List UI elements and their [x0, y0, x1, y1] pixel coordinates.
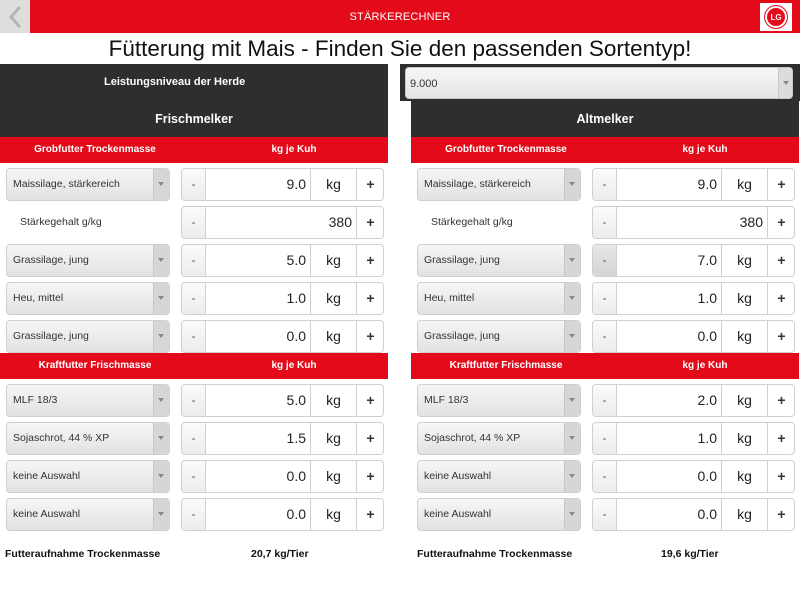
feed-select-value: Heu, mittel [13, 292, 64, 304]
top-bar [0, 0, 800, 33]
unit-label: kg [310, 423, 356, 454]
unit-label: kg [310, 499, 356, 530]
caret-down-icon [564, 169, 580, 200]
feed-select-value: Grassilage, jung [13, 254, 89, 266]
feed-select-value: Grassilage, jung [424, 254, 500, 266]
column-altmelker [411, 101, 799, 531]
feed-row [411, 315, 799, 353]
quantity-value[interactable]: 380 [328, 214, 352, 230]
unit-label: kg [310, 169, 356, 200]
increment-button[interactable]: + [767, 423, 795, 454]
feed-select-value: MLF 18/3 [13, 394, 58, 406]
quantity-value[interactable]: 1.0 [286, 290, 306, 306]
decrement-button[interactable]: - [593, 169, 617, 200]
feed-select-value: Heu, mittel [424, 292, 475, 304]
unit-label: kg [721, 461, 767, 492]
feed-row [411, 379, 799, 417]
feed-row [411, 201, 799, 239]
increment-button[interactable]: + [356, 321, 384, 352]
caret-down-icon [564, 245, 580, 276]
herd-level-value: 9.000 [410, 78, 438, 90]
quantity-value[interactable]: 0.0 [286, 468, 306, 484]
feed-select[interactable] [417, 498, 581, 531]
increment-button[interactable]: + [356, 207, 384, 238]
quantity-stepper[interactable] [181, 422, 384, 455]
increment-button[interactable]: + [356, 283, 384, 314]
feed-row [0, 277, 388, 315]
quantity-value[interactable]: 7.0 [697, 252, 717, 268]
feed-row [0, 239, 388, 277]
caret-down-icon [153, 499, 169, 530]
decrement-button[interactable]: - [182, 385, 206, 416]
feed-select[interactable] [417, 282, 581, 315]
quantity-value[interactable]: 5.0 [286, 252, 306, 268]
quantity-value[interactable]: 0.0 [697, 328, 717, 344]
unit-label: kg [721, 169, 767, 200]
concentrate-section-title: Kraftfutter Frischmasse [38, 360, 152, 371]
feed-select[interactable] [6, 168, 170, 201]
unit-label: kg [721, 245, 767, 276]
decrement-button[interactable]: - [182, 207, 206, 238]
feed-select[interactable] [6, 498, 170, 531]
quantity-value[interactable]: 0.0 [697, 468, 717, 484]
feed-select[interactable] [417, 384, 581, 417]
quantity-value[interactable]: 0.0 [697, 506, 717, 522]
quantity-stepper[interactable] [181, 384, 384, 417]
feed-select[interactable] [417, 422, 581, 455]
intake-value-altmelker: 19,6 kg/Tier [661, 548, 719, 560]
decrement-button[interactable]: - [182, 283, 206, 314]
quantity-stepper[interactable] [592, 206, 795, 239]
unit-label: kg [721, 423, 767, 454]
increment-button[interactable]: + [356, 423, 384, 454]
decrement-button[interactable]: - [593, 283, 617, 314]
unit-column-header: kg je Kuh [271, 144, 317, 155]
quantity-value[interactable]: 380 [739, 214, 763, 230]
herd-level-label: Leistungsniveau der Herde [0, 64, 388, 101]
feed-select-value: Grassilage, jung [13, 330, 89, 342]
intake-value-frischmelker: 20,7 kg/Tier [251, 548, 309, 560]
feed-select[interactable] [417, 168, 581, 201]
increment-button[interactable]: + [767, 169, 795, 200]
roughage-section-header [0, 137, 388, 163]
roughage-section-title: Grobfutter Trockenmasse [34, 144, 156, 155]
quantity-stepper[interactable] [592, 320, 795, 353]
unit-label: kg [310, 283, 356, 314]
caret-down-icon [564, 423, 580, 454]
unit-label: kg [310, 321, 356, 352]
decrement-button[interactable]: - [182, 321, 206, 352]
quantity-stepper[interactable] [592, 422, 795, 455]
starch-content-label: Stärkegehalt g/kg [20, 216, 102, 228]
feed-select[interactable] [6, 320, 170, 353]
quantity-stepper[interactable] [592, 168, 795, 201]
increment-button[interactable]: + [767, 283, 795, 314]
unit-label: kg [310, 385, 356, 416]
feed-row [411, 417, 799, 455]
feed-row [0, 493, 388, 531]
quantity-stepper[interactable] [181, 206, 384, 239]
increment-button[interactable]: + [356, 169, 384, 200]
page-title: Fütterung mit Mais - Finden Sie den passenden Sortentyp! [108, 36, 692, 61]
feed-row [0, 417, 388, 455]
feed-row [411, 455, 799, 493]
feed-row [0, 379, 388, 417]
caret-down-icon [153, 169, 169, 200]
quantity-value[interactable]: 9.0 [286, 176, 306, 192]
decrement-button[interactable]: - [593, 385, 617, 416]
quantity-value[interactable]: 0.0 [286, 506, 306, 522]
feed-row [411, 493, 799, 531]
feed-select[interactable] [417, 244, 581, 277]
quantity-value[interactable]: 1.0 [697, 290, 717, 306]
unit-label: kg [721, 321, 767, 352]
feed-row [0, 163, 388, 201]
feed-row [411, 163, 799, 201]
caret-down-icon [153, 245, 169, 276]
feed-select-value: Maissilage, stärkereich [13, 178, 120, 190]
feed-select[interactable] [6, 282, 170, 315]
quantity-value[interactable]: 0.0 [286, 328, 306, 344]
feed-select[interactable] [6, 460, 170, 493]
quantity-value[interactable]: 5.0 [286, 392, 306, 408]
feed-select-value: Sojaschrot, 44 % XP [13, 432, 110, 444]
feed-row [0, 315, 388, 353]
caret-down-icon [153, 321, 169, 352]
feed-select-value: Grassilage, jung [424, 330, 500, 342]
quantity-stepper[interactable] [181, 460, 384, 493]
increment-button[interactable]: + [356, 499, 384, 530]
unit-label: kg [721, 283, 767, 314]
column-title: Altmelker [411, 101, 799, 137]
feed-select-value: MLF 18/3 [424, 394, 469, 406]
unit-column-header: kg je Kuh [271, 360, 317, 371]
decrement-button[interactable]: - [182, 423, 206, 454]
caret-down-icon [153, 423, 169, 454]
quantity-stepper[interactable] [592, 282, 795, 315]
caret-down-icon [564, 321, 580, 352]
feed-row [411, 239, 799, 277]
concentrate-section-header [411, 353, 799, 379]
quantity-stepper[interactable] [181, 282, 384, 315]
roughage-section-title: Grobfutter Trockenmasse [445, 144, 567, 155]
feed-select-value: Maissilage, stärkereich [424, 178, 531, 190]
decrement-button[interactable]: - [182, 461, 206, 492]
increment-button[interactable]: + [767, 385, 795, 416]
feed-select-value: keine Auswahl [424, 470, 492, 482]
caret-down-icon [564, 499, 580, 530]
feed-select-value: keine Auswahl [13, 508, 81, 520]
quantity-stepper[interactable] [592, 460, 795, 493]
feed-row [0, 201, 388, 239]
decrement-button[interactable]: - [182, 169, 206, 200]
caret-down-icon [564, 461, 580, 492]
feed-select-value: Sojaschrot, 44 % XP [424, 432, 521, 444]
concentrate-section-header [0, 353, 388, 379]
quantity-value[interactable]: 9.0 [697, 176, 717, 192]
feed-select-value: keine Auswahl [424, 508, 492, 520]
caret-down-icon [564, 385, 580, 416]
quantity-stepper[interactable] [181, 244, 384, 277]
feed-select[interactable] [6, 244, 170, 277]
quantity-value[interactable]: 2.0 [697, 392, 717, 408]
decrement-button[interactable]: - [593, 499, 617, 530]
herd-gap [388, 64, 400, 101]
caret-down-icon [153, 385, 169, 416]
feed-select[interactable] [6, 384, 170, 417]
quantity-stepper[interactable] [592, 498, 795, 531]
decrement-button[interactable]: - [182, 499, 206, 530]
unit-label: kg [721, 385, 767, 416]
quantity-value[interactable]: 1.0 [697, 430, 717, 446]
quantity-stepper[interactable] [181, 320, 384, 353]
feed-select[interactable] [6, 422, 170, 455]
feed-row [0, 455, 388, 493]
decrement-button[interactable]: - [593, 461, 617, 492]
column-title: Frischmelker [0, 101, 388, 137]
quantity-stepper[interactable] [592, 244, 795, 277]
intake-label-altmelker: Futteraufnahme Trockenmasse [417, 548, 573, 560]
decrement-button[interactable]: - [593, 245, 617, 276]
decrement-button[interactable]: - [593, 207, 617, 238]
logo-text: LG [765, 6, 787, 28]
increment-button[interactable]: + [767, 461, 795, 492]
increment-button[interactable]: + [356, 461, 384, 492]
unit-label: kg [721, 499, 767, 530]
quantity-stepper[interactable] [592, 384, 795, 417]
increment-button[interactable]: + [356, 385, 384, 416]
unit-label: kg [310, 245, 356, 276]
unit-label: kg [310, 461, 356, 492]
increment-button[interactable]: + [767, 245, 795, 276]
decrement-button[interactable]: - [593, 321, 617, 352]
decrement-button[interactable]: - [182, 245, 206, 276]
feed-select-value: keine Auswahl [13, 470, 81, 482]
increment-button[interactable]: + [767, 207, 795, 238]
caret-down-icon [153, 461, 169, 492]
increment-button[interactable]: + [356, 245, 384, 276]
increment-button[interactable]: + [767, 499, 795, 530]
quantity-stepper[interactable] [181, 498, 384, 531]
app-title: STÄRKERECHNER [349, 11, 451, 23]
caret-down-icon [153, 283, 169, 314]
decrement-button[interactable]: - [593, 423, 617, 454]
unit-column-header: kg je Kuh [682, 144, 728, 155]
quantity-stepper[interactable] [181, 168, 384, 201]
lg-logo [760, 3, 792, 31]
caret-down-icon [778, 68, 792, 98]
quantity-value[interactable]: 1.5 [286, 430, 306, 446]
increment-button[interactable]: + [767, 321, 795, 352]
roughage-section-header [411, 137, 799, 163]
caret-down-icon [564, 283, 580, 314]
starch-content-label: Stärkegehalt g/kg [431, 216, 513, 228]
feed-select[interactable] [417, 320, 581, 353]
feed-select[interactable] [417, 460, 581, 493]
intake-label-frischmelker: Futteraufnahme Trockenmasse [5, 548, 161, 560]
herd-level-select[interactable] [405, 67, 793, 99]
unit-column-header: kg je Kuh [682, 360, 728, 371]
column-frischmelker [0, 101, 388, 531]
feed-row [411, 277, 799, 315]
concentrate-section-title: Kraftfutter Frischmasse [449, 360, 563, 371]
